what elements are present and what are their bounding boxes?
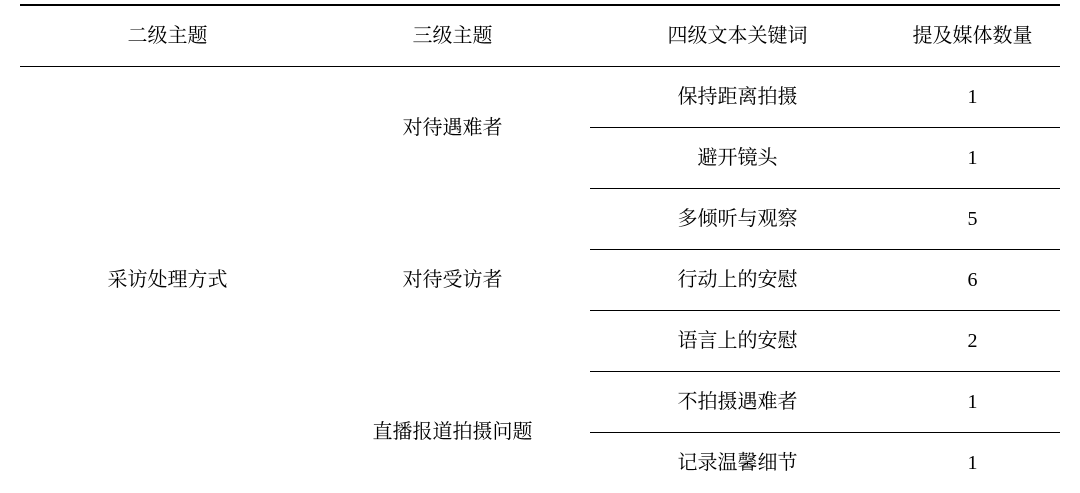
cell-keyword: 多倾听与观察: [590, 189, 885, 250]
table-row: [20, 67, 1060, 128]
column-header-level3: 三级主题: [315, 5, 590, 67]
cell-count: 6: [885, 250, 1060, 311]
cell-count: 2: [885, 311, 1060, 372]
cell-keyword: 不拍摄遇难者: [590, 372, 885, 433]
cell-count: 1: [885, 433, 1060, 493]
cell-count: 5: [885, 189, 1060, 250]
cell-level3-theme: 对待遇难者: [315, 67, 590, 189]
cell-keyword: 避开镜头: [590, 128, 885, 189]
column-header-count: 提及媒体数量: [885, 5, 1060, 67]
cell-keyword: 行动上的安慰: [590, 250, 885, 311]
cell-keyword: 记录温馨细节: [590, 433, 885, 493]
cell-level3-theme: 直播报道拍摄问题: [315, 372, 590, 493]
cell-count: 1: [885, 128, 1060, 189]
table-container: [20, 0, 1060, 493]
column-header-keyword: 四级文本关键词: [590, 5, 885, 67]
table-header-row: [20, 5, 1060, 67]
cell-count: 1: [885, 372, 1060, 433]
column-header-level2: 二级主题: [20, 5, 315, 67]
table-body: [20, 67, 1060, 493]
cell-keyword: 保持距离拍摄: [590, 67, 885, 128]
cell-keyword: 语言上的安慰: [590, 311, 885, 372]
themes-table: [20, 4, 1060, 493]
cell-level2-theme: 采访处理方式: [20, 67, 315, 493]
cell-count: 1: [885, 67, 1060, 128]
cell-level3-theme: 对待受访者: [315, 189, 590, 372]
